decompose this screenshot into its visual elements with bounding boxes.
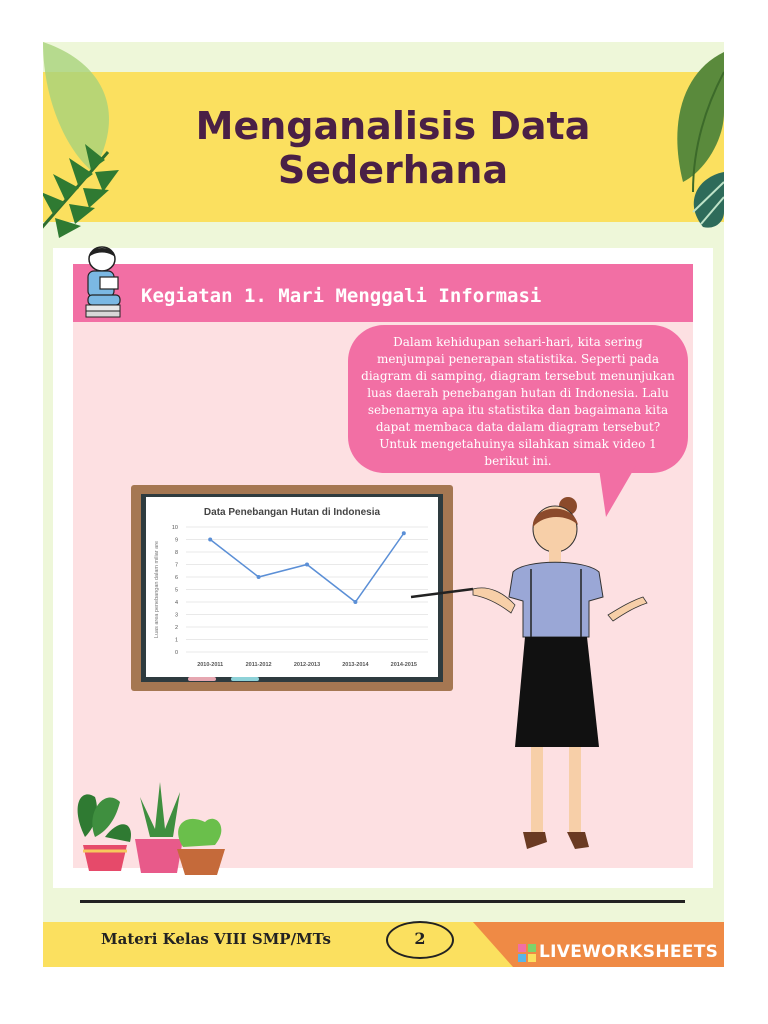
monstera-leaf-icon [663,52,724,242]
x-tick-label: 2011-2012 [245,662,272,668]
chalk-pink [188,677,216,681]
footer-subject: Materi Kelas VIII SMP/MTs [101,930,331,948]
y-tick-label: 8 [174,550,178,556]
data-point [257,575,261,579]
chart-title: Data Penebangan Hutan di Indonesia [203,507,381,518]
brand-name: LIVEWORKSHEETS [539,942,719,962]
line-chart [146,497,438,677]
x-tick-label: 2010-2011 [197,662,224,668]
data-point [353,600,357,604]
data-point [305,563,309,567]
reading-boy-icon [80,245,128,323]
y-tick-label: 0 [174,650,178,656]
chalk-blue [231,677,259,681]
y-tick-label: 9 [174,537,178,544]
potted-plants-icon [65,767,225,877]
y-tick-label: 4 [174,600,178,606]
y-tick-label: 2 [174,625,178,631]
footer-rule [80,900,685,903]
x-tick-label: 2013-2014 [342,662,369,668]
y-tick-label: 10 [171,525,178,531]
y-tick-label: 7 [174,562,178,569]
palm-leaf-icon [43,42,153,242]
liveworksheets-logo-icon [518,944,536,962]
page-title: Menganalisis Data Sederhana [195,104,591,192]
data-point [208,538,212,542]
y-tick-label: 5 [174,587,178,594]
worksheet-page [43,42,724,967]
activity-title: Kegiatan 1. Mari Menggali Informasi [141,285,542,307]
series-line [210,533,404,602]
speech-text: Dalam kehidupan sehari-hari, kita sering menjumpai penerapan statistika. Seperti pada diagram di samping, diagram tersebut menunjukan luas daerah penebangan hutan di Indonesia. Lalu sebenarnya apa itu statistika dan bagaimana kita dapat membaca data dalam diagram tersebut? Untuk mengetahuinya silahkan simak video 1 berikut ini. [361,335,675,468]
y-tick-label: 1 [174,637,178,644]
x-tick-label: 2014-2015 [390,662,417,668]
y-tick-label: 6 [174,575,178,581]
page-number: 2 [414,929,426,948]
x-tick-label: 2012-2013 [293,662,321,668]
teacher-figure [403,497,663,872]
y-tick-label: 3 [174,612,178,619]
y-axis-label: Luas area penebangan dalam miliar are [154,540,160,639]
